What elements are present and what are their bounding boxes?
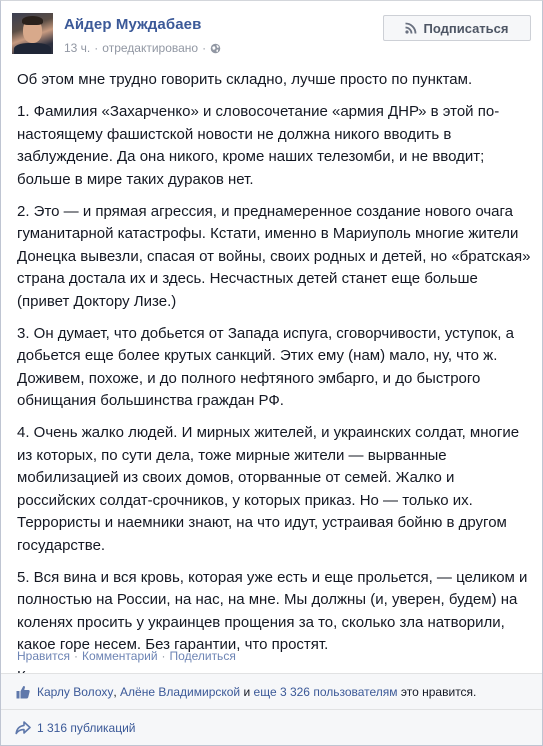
globe-icon[interactable]: [210, 43, 221, 54]
edited-label[interactable]: отредактировано: [102, 41, 199, 55]
share-link[interactable]: Поделиться: [169, 649, 236, 663]
avatar-shirt: [14, 43, 51, 54]
likes-summary: [1, 673, 542, 709]
liker-link-2[interactable]: Алёне Владимирской: [120, 684, 241, 699]
liker-link-1[interactable]: Карлу Волоху: [37, 684, 114, 699]
author-name[interactable]: Айдер Муждабаев: [64, 16, 202, 33]
post-body: [17, 69, 532, 698]
share-arrow-icon: [15, 721, 31, 735]
post-paragraph: 3. Он думает, что добьется от Запада испуга, сговорчивости, уступок, а добьется еще более крутых санкций. Этих ему (нам) мало, ну, что ж. Доживем, похоже, и до полного нефтяного эмбарго, и до быстрого обнищания большинства граждан РФ.: [17, 324, 514, 409]
post-time[interactable]: 13 ч.: [64, 41, 91, 55]
post-header: [1, 1, 542, 67]
subscribe-label: Подписаться: [423, 20, 509, 36]
likes-comma: ,: [113, 684, 117, 699]
shares-count-link[interactable]: 1 316 публикаций: [37, 720, 136, 735]
comment-link[interactable]: Комментарий: [81, 649, 158, 663]
meta-separator-2: ·: [202, 41, 207, 55]
post-actions: [17, 649, 236, 663]
post-meta: [64, 41, 221, 55]
likes-others-link[interactable]: еще 3 326 пользователям: [253, 684, 398, 699]
thumbs-up-icon: [15, 684, 31, 700]
likes-and: и: [243, 684, 251, 699]
meta-separator: ·: [94, 41, 99, 55]
rss-icon: [405, 22, 417, 34]
likes-suffix: это нравится.: [400, 684, 477, 699]
post-paragraph: 2. Это — и прямая агрессия, и преднамеренное создание нового очага гуманитарной катастрофы. Кстати, именно в Мариуполь многие жители Донецка вывезли, спасая от войны, своих родных и детей, но «братская» страна достала их и здесь. Несчастных детей станет еще больше (привет Доктору Лизе.): [17, 202, 531, 310]
like-link[interactable]: Нравится: [17, 649, 70, 663]
action-separator: ·: [161, 649, 166, 663]
subscribe-button[interactable]: [383, 15, 531, 41]
avatar[interactable]: [12, 13, 53, 54]
shares-summary: [1, 709, 542, 745]
post-paragraph: 1. Фамилия «Захарченко» и словосочетание «армия ДНР» в этой по-настоящему фашистской новости не должна никого вводить в заблуждение. Да она никого, кроме наших телезомби, и не вводит; больше в мире таких дураков нет.: [17, 103, 500, 188]
post-paragraph: 4. Очень жалко людей. И мирных жителей, и украинских солдат, многие из которых, по сути дела, тоже мирные жители — вырванные мобилизацией из своих домов, оторванные от семей. Жалко и российских солдат-срочников, у которых приказ. Но — только их. Террористы и наемники знают, на что идут, устраивая бойню в другом государстве.: [17, 424, 520, 554]
post-paragraph: Об этом мне трудно говорить складно, лучше просто по пунктам.: [17, 71, 473, 88]
avatar-hair: [22, 16, 43, 25]
post-paragraph: 5. Вся вина и вся кровь, которая уже есть и еще прольется, — целиком и полностью на России, на нас, на мне. Мы должны (и, уверен, будем) на коленях просить у украинцев прощения за то, сколько зла натворили, какое горе несем. Без гарантии, что простят.: [17, 568, 528, 653]
action-separator: ·: [73, 649, 78, 663]
